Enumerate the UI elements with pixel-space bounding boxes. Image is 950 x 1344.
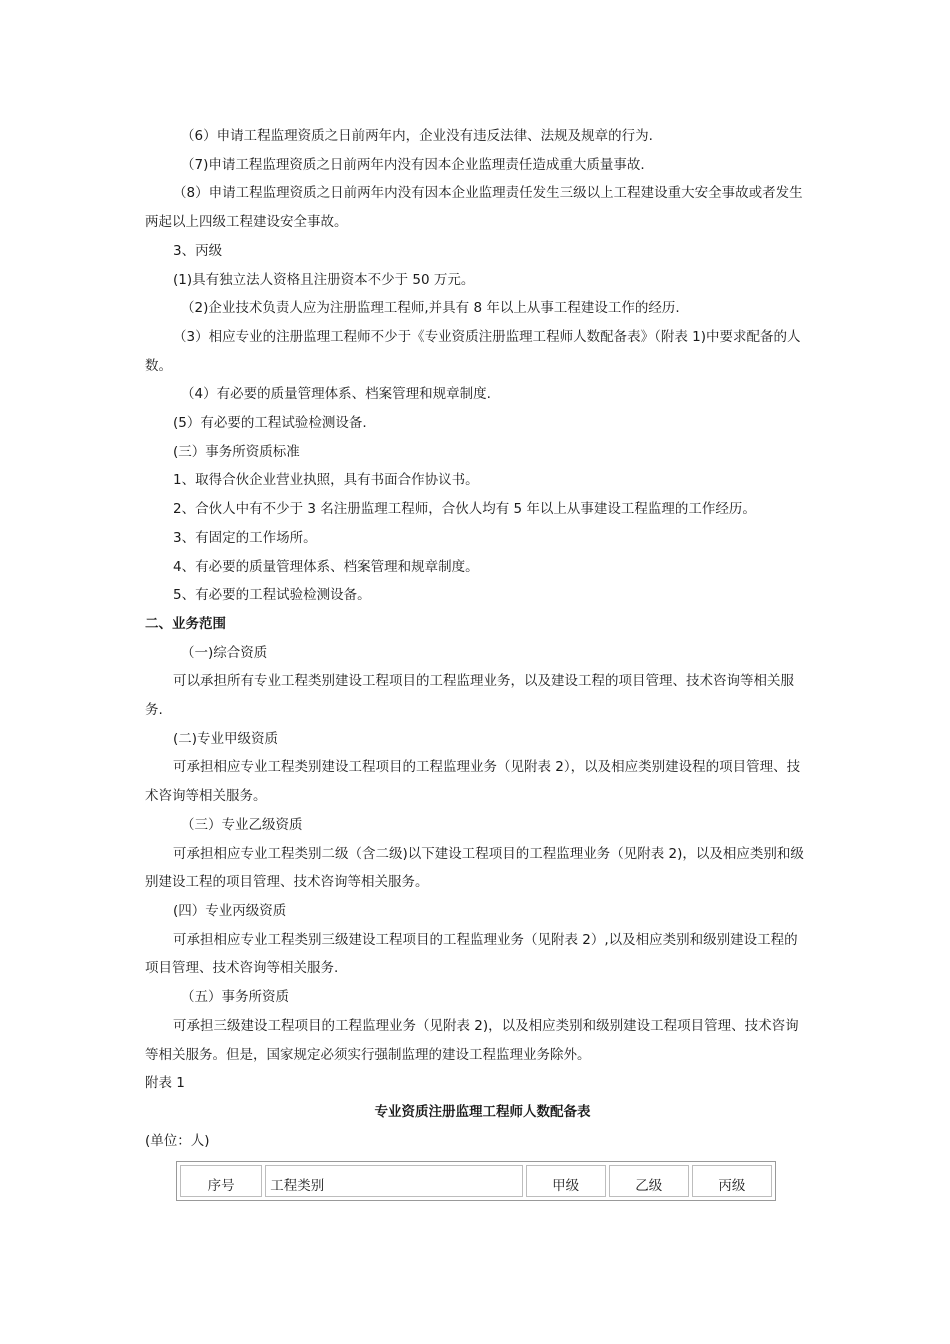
paragraph: 二、业务范围 [145,615,226,632]
table-header-row [180,1165,772,1197]
paragraph: （五）事务所资质 [181,989,289,1006]
paragraph-list [145,122,810,1098]
header-grade-a: 甲级 [526,1165,606,1197]
paragraph: 可承担三级建设工程项目的工程监理业务（见附表 2)，以及相应类别和级别建设工程项目管理、技术咨询等相关服务。但是，国家规定必须实行强制监理的建设工程监理业务除外。 [145,1017,799,1063]
paragraph: 1、取得合伙企业营业执照，具有书面合作协议书。 [173,472,479,489]
paragraph: (四）专业丙级资质 [173,902,287,919]
paragraph: 可以承担所有专业工程类别建设工程项目的工程监理业务，以及建设工程的项目管理、技术咨询等相关服务. [145,673,794,719]
paragraph: 5、有必要的工程试验检测设备。 [173,587,371,604]
paragraph: (二)专业甲级资质 [173,730,279,747]
header-grade-b: 乙级 [609,1165,689,1197]
paragraph: 4、有必要的质量管理体系、档案管理和规章制度。 [173,558,479,575]
paragraph: 3、丙级 [173,242,223,259]
paragraph: 附表 1 [145,1075,185,1092]
header-serial: 序号 [180,1165,262,1197]
paragraph: （4）有必要的质量管理体系、档案管理和规章制度. [181,386,491,403]
paragraph: (5）有必要的工程试验检测设备. [173,415,367,432]
unit-note: (单位：人) [145,1132,210,1149]
paragraph: （3）相应专业的注册监理工程师不少于《专业资质注册监理工程师人数配备表》（附表 1)中要求配备的人数。 [145,328,801,374]
paragraph: 可承担相应专业工程类别建设工程项目的工程监理业务（见附表 2），以及相应类别建设程的项目管理、技术咨询等相关服务。 [145,759,801,805]
paragraph: (1)具有独立法人资格且注册资本不少于 50 万元。 [173,271,475,288]
header-category: 工程类别 [265,1165,522,1197]
paragraph: (三）事务所资质标准 [173,443,300,460]
paragraph: 可承担相应专业工程类别二级（含二级)以下建设工程项目的工程监理业务（见附表 2)，以及相应类别和级别建设工程的项目管理、技术咨询等相关服务。 [145,845,804,891]
paragraph: （8）申请工程监理资质之日前两年内没有因本企业监理责任发生三级以上工程建设重大安全事故或者发生两起以上四级工程建设安全事故。 [145,185,803,231]
paragraph: （7)申请工程监理资质之日前两年内没有因本企业监理责任造成重大质量事故. [181,156,645,173]
paragraph: 2、合伙人中有不少于 3 名注册监理工程师，合伙人均有 5 年以上从事建设工程监理的工作经历。 [173,501,756,518]
paragraph: 3、有固定的工作场所。 [173,529,317,546]
header-grade-c: 丙级 [692,1165,772,1197]
document-body [145,122,810,1201]
paragraph: （2)企业技术负责人应为注册监理工程师,并具有 8 年以上从事工程建设工作的经历. [181,300,680,317]
paragraph: （6）申请工程监理资质之日前两年内，企业没有违反法律、法规及规章的行为. [181,128,653,144]
table-title: 专业资质注册监理工程师人数配备表 [374,1103,591,1120]
staffing-table-wrap [176,1161,776,1201]
paragraph: 可承担相应专业工程类别三级建设工程项目的工程监理业务（见附表 2）,以及相应类别和级别建设工程的项目管理、技术咨询等相关服务. [145,931,798,977]
staffing-table [176,1161,776,1201]
paragraph: （一)综合资质 [181,644,268,661]
paragraph: （三）专业乙级资质 [181,816,303,833]
